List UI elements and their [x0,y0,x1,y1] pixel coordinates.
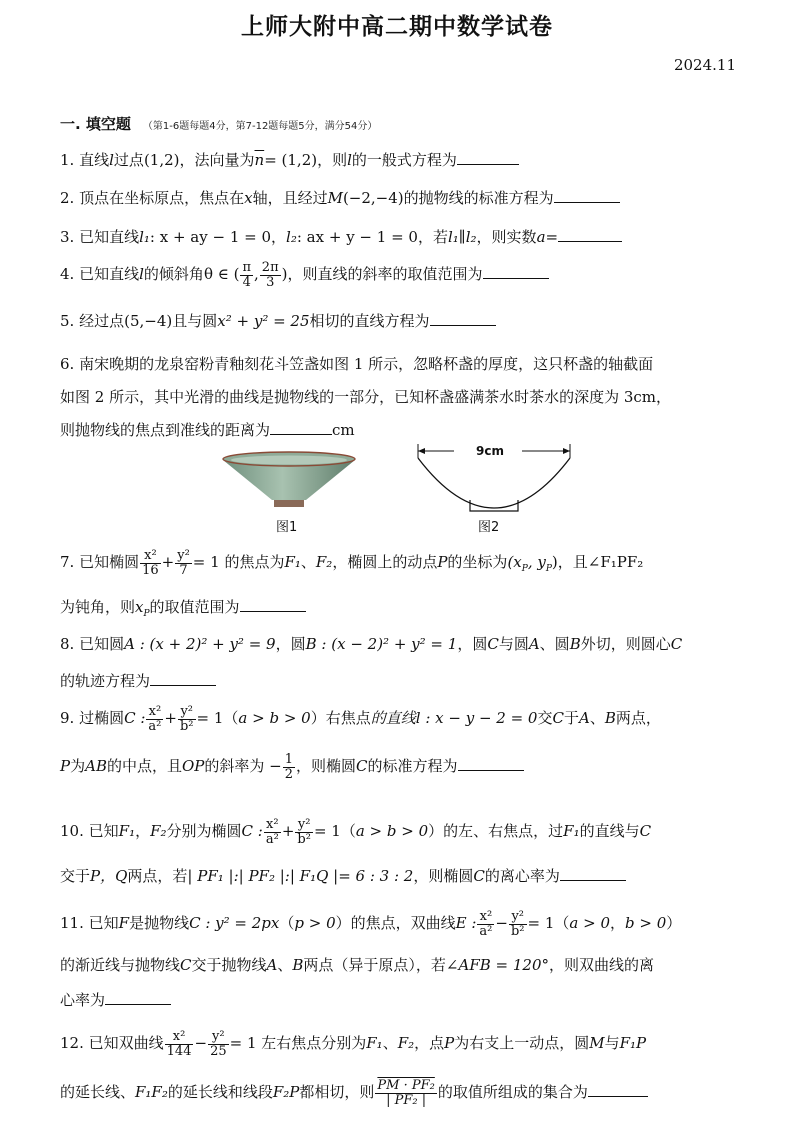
normal-vector-n: $\overline{n}$ [254,151,265,169]
fraction-pi-4: $\frac{\pi}{4}$ [242,259,252,290]
exam-title: 上师大附中高二期中数学试卷 [241,14,553,40]
question-10-line-2: 交于P，Q两点，若| PF₁ |:| PF₂ |:| F₁Q |= 6 : 3 : 2，则椭圆C的离心率为 [60,866,736,886]
question-10: 10. 已知F₁，F₂分别为椭圆C : $\frac{\text{x²}}{\text{a²}}$ + $\frac{\text{y²}}{\text{b²}}$ = 1（a > b > 0）的左、右焦点，过F₁的直线与C [60,816,652,847]
fraction-vector-ratio: $\frac{\text{PM · PF₂}}{\text{| PF₂ |}}$ [377,1077,435,1108]
figure-1-bowl [220,450,358,512]
answer-blank-8[interactable] [150,671,216,686]
question-8-line-2: 的轨迹方程为 [60,671,736,691]
question-12-line-2: 的延长线、F₁F₂的延长线和线段F₂P都相切，则 $\frac{\text{PM · PF₂}}{\text{| PF₂ |}}$ 的取值所组成的集合为 [60,1076,736,1108]
answer-blank-11[interactable] [105,990,171,1005]
figure-1-caption: 图1 [276,520,298,535]
question-6: 6. 南宋晚期的龙泉窑粉青釉刻花斗笠盏如图 1 所示，忽略杯盏的厚度，这只杯盏的轴截面 如图 2 所示，其中光滑的曲线是抛物线的一部分，已知杯盏盛满茶水时茶水的深度为 3cm， 则抛物线的焦点到准线的距离为 cm [60,355,672,439]
parabola-curve [418,458,570,508]
exam-date: 2024.11 [673,56,736,74]
question-5: 5. 经过点(5,−4)且与圆x² + y² = 25相切的直线方程为 [60,311,736,331]
figure-2-width-label: 9cm [476,444,504,458]
question-7-line-2: 为钝角，则$x_P$的取值范围为 [60,597,736,624]
question-2: 2. 顶点在坐标原点，焦点在x轴，且经过M(−2,−4)的抛物线的标准方程为 [60,188,736,208]
question-8: 8. 已知圆A : (x + 2)² + y² = 9，圆B : (x − 2)² + y² = 1，圆C与圆A、圆B外切，则圆心C [60,635,683,653]
answer-blank-4[interactable] [483,264,549,279]
answer-blank-3[interactable] [558,227,622,242]
bowl-foot [274,500,304,507]
question-3: 3. 已知直线l₁: x + ay − 1 = 0，l₂: ax + y − 1 = 0，若l₁∥l₂，则实数a= [60,227,736,247]
section-heading [60,113,377,134]
answer-blank-9[interactable] [458,756,524,771]
question-4: 4. 已知直线l的倾斜角θ ∈ ( $\frac{\pi}{4}$ , $\frac{2\pi}{3}$ )，则直线的斜率的取值范围为 [60,258,736,290]
answer-blank-6[interactable] [270,420,332,435]
question-7: 7. 已知椭圆 $\frac{\text{x²}}{16}$ + $\frac{\text{y²}}{7}$ = 1 的焦点为F₁、F₂，椭圆上的动点P的坐标为($x_P$, $y_P$)，且∠F₁PF₂ [60,547,644,578]
answer-blank-10[interactable] [560,866,626,881]
answer-blank-12[interactable] [588,1082,648,1097]
question-11: 11. 已知F是抛物线C : y² = 2px（p > 0）的焦点，双曲线E : $\frac{\text{x²}}{\text{a²}}$ − $\frac{\text{y²}}{\text{b²}}$ = 1（a > 0，b > 0） [60,908,682,939]
figure-2-caption: 图2 [478,520,500,535]
question-11-line-3: 心率为 [60,990,736,1010]
question-9-line-2: P为AB的中点，且OP的斜率为 − $\frac{1}{2}$ ，则椭圆C的标准方程为 [60,750,736,782]
question-11-line-2: 的渐近线与抛物线C交于抛物线A、B两点（异于原点），若∠AFB = 120°，则双曲线的离 [60,956,655,974]
question-9: 9. 过椭圆C : $\frac{\text{x²}}{\text{a²}}$ + $\frac{\text{y²}}{\text{b²}}$ = 1（a > b > 0）右焦点的直线l : x − y − 2 = 0交C于A、B两点， [60,703,661,734]
question-1: 1. 直线l过点(1,2)，法向量为$\overline{n}= (1,2)$，则l的一般式方程为 [60,150,736,170]
answer-blank-1[interactable] [457,150,519,165]
question-12: 12. 已知双曲线 $\frac{\text{x²}}{144}$ − $\frac{\text{y²}}{25}$ = 1 左右焦点分别为F₁、F₂，点P为右支上一动点，圆M与F₁P [60,1028,647,1059]
answer-blank-7[interactable] [240,597,306,612]
fraction-2pi-3: $\frac{2\pi}{3}$ [261,259,279,290]
bowl-inner [231,456,347,465]
answer-blank-2[interactable] [554,188,620,203]
section-title: 一. 填空题 [60,115,131,133]
answer-blank-5[interactable] [430,311,496,326]
section-note: （第1-6题每题4分，第7-12题每题5分，满分54分） [142,121,378,132]
